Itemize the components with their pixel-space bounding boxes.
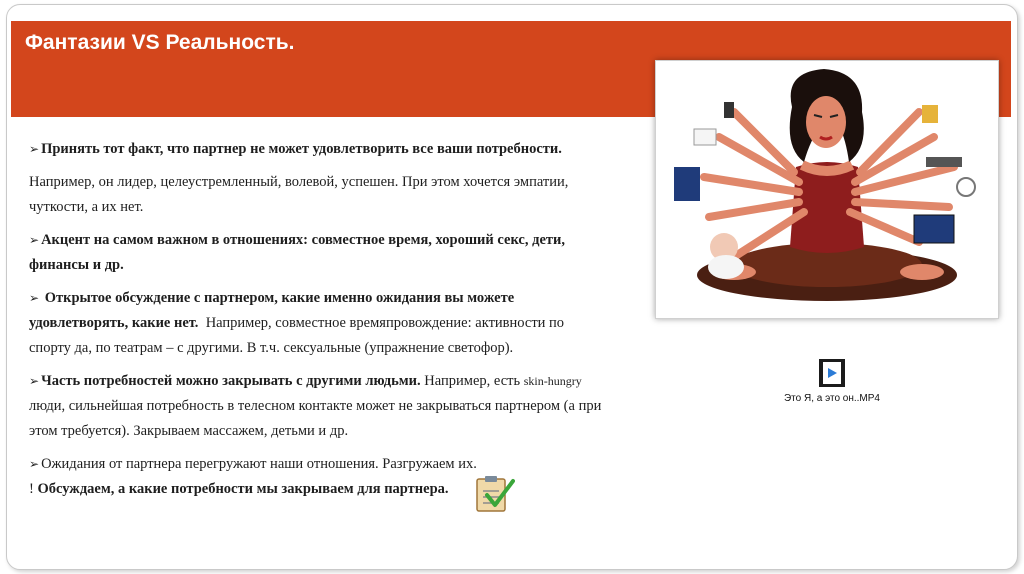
- bullet-arrow-icon: ➢: [29, 291, 40, 305]
- slide-body: [29, 137, 609, 510]
- slide: [6, 4, 1018, 570]
- bullet-arrow-icon: ➢: [29, 457, 40, 471]
- example-leader: Например, он лидер, целеустремленный, волевой, успешен. При этом хочется эмпатии, чуткости, а их нет.: [29, 174, 569, 215]
- bullet-discussion: ➢ Открытое обсуждение с партнером, какие именно ожидания вы можете удовлетворять, какие нет. Например, совместное времяпровождение: активности по спорту да, по театрам – с другими. В т.ч. сексуальные (упражнение светофор).: [29, 290, 565, 356]
- bullet-arrow-icon: ➢: [29, 233, 40, 247]
- bullet-others: ➢ Часть потребностей можно закрывать с другими людьми. Например, есть skin-hungry люди, сильнейшая потребность в телесном контакте может не закрываться партнером (а при этом требуется). Закрываем массажем, детьми и др.: [29, 373, 602, 439]
- multitasking-woman-icon: [664, 67, 990, 312]
- slide-title: Фантазии VS Реальность.: [25, 31, 295, 54]
- bullet-focus: ➢ Акцент на самом важном в отношениях: совместное время, хороший секс, дети, финансы и др.: [29, 232, 565, 273]
- video-file-icon[interactable]: [818, 358, 846, 393]
- video-file-label[interactable]: Это Я, а это он..MP4: [783, 393, 880, 404]
- bullet-accept: ➢ Принять тот факт, что партнер не может удовлетворить все ваши потребности.: [29, 141, 562, 157]
- bullet-arrow-icon: ➢: [29, 374, 40, 388]
- checklist-icon: [473, 473, 515, 520]
- closing-line: ! Обсуждаем, а какие потребности мы закрываем для партнера.: [29, 481, 449, 497]
- bullet-expectations: ➢ Ожидания от партнера перегружают наши отношения. Разгружаем их.: [29, 456, 477, 472]
- multitasking-woman-illustration: [655, 60, 999, 319]
- bullet-arrow-icon: ➢: [29, 142, 40, 156]
